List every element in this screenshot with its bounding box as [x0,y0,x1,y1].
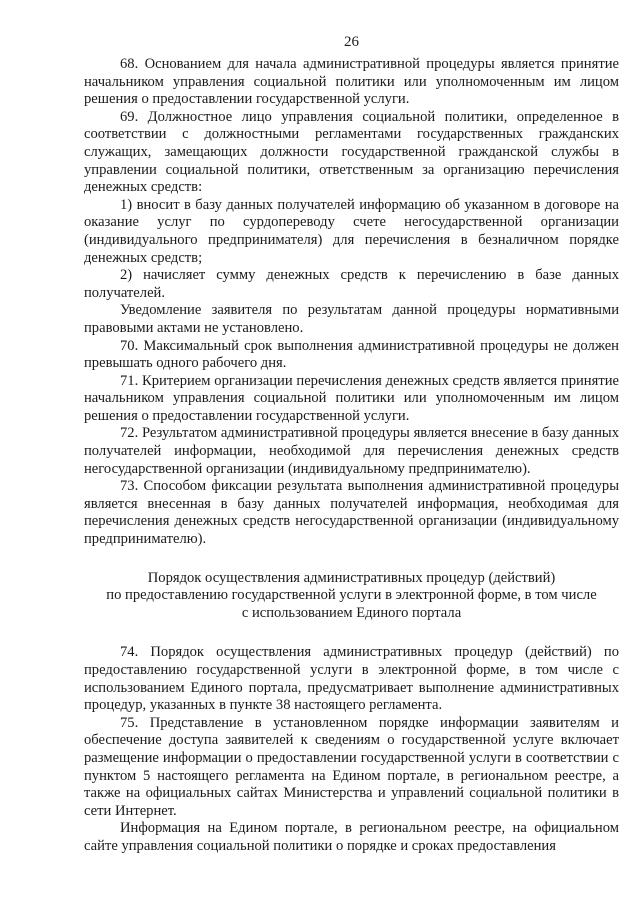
paragraph-info-portal: Информация на Едином портале, в региональном реестре, на официальном сайте управления социальной политики о порядке и сроках предоставления [84,820,619,854]
paragraph-68: 68. Основанием для начала административной процедуры является принятие начальником управления социальной политики или уполномоченным им лицом решения о предоставлении государственной услуги. [84,56,619,108]
paragraph-71: 71. Критерием организации перечисления денежных средств является принятие начальником управления социальной политики или уполномоченным им лицом решения о предоставлении государственной услуги. [84,372,619,424]
paragraph-69-item-2: 2) начисляет сумму денежных средств к перечислению в базе данных получателей. [84,267,619,301]
paragraph-69-item-1: 1) вносит в базу данных получателей информацию об указанном в договоре на оказание услуг по сурдопереводу счете негосударственной организации (индивидуального предпринимателя) для перечисления в безналичном порядке денежных средств; [84,196,619,266]
paragraph-73: 73. Способом фиксации результата выполнения административной процедуры является внесенная в базу данных получателей информация, необходимая для перечисления денежных средств негосударственной организации (индивидуальному предпринимателю). [84,478,619,548]
section-heading-line-3: с использованием Единого портала [241,604,462,621]
document-page [84,32,619,856]
paragraph-70: 70. Максимальный срок выполнения административной процедуры не должен превышать одного рабочего дня. [84,337,619,372]
paragraph-notification: Уведомление заявителя по результатам данной процедуры нормативными правовыми актами не установлено. [84,302,619,336]
page-number: 26 [344,34,359,50]
paragraph-72: 72. Результатом административной процедуры является внесение в базу данных получателей информации, необходимой для перечисления денежных средств негосударственной организации (индивидуальному предпринимателю). [84,425,619,477]
paragraph-75: 75. Представление в установленном порядке информации заявителям и обеспечение доступа заявителей к сведениям о государственной услуге включает размещение информации о предоставлении государственной услуги в соответствии с пунктом 5 настоящего регламента на Едином портале, в региональном реестре, а также на официальных сайтах Министерства и управлений социальной политики в сети Интернет. [84,714,619,819]
section-heading [84,570,619,623]
paragraph-74: 74. Порядок осуществления административных процедур (действий) по предоставлению государственной услуги в электронной форме, в том числе с использованием Единого портала, предусматривает выполнение административных процедур, указанных в пункте 38 настоящего регламента. [84,644,619,714]
paragraph-69: 69. Должностное лицо управления социальной политики, определенное в соответствии с должностными регламентами государственных гражданских служащих, замещающих должности государственной гражданской службы в управлении социальной политики, ответственным за организацию перечисления денежных средств: [84,108,619,196]
section-heading-line-2: по предоставлению государственной услуги в электронной форме, в том числе [106,587,597,604]
section-heading-line-1: Порядок осуществления административных процедур (действий) [147,569,556,586]
